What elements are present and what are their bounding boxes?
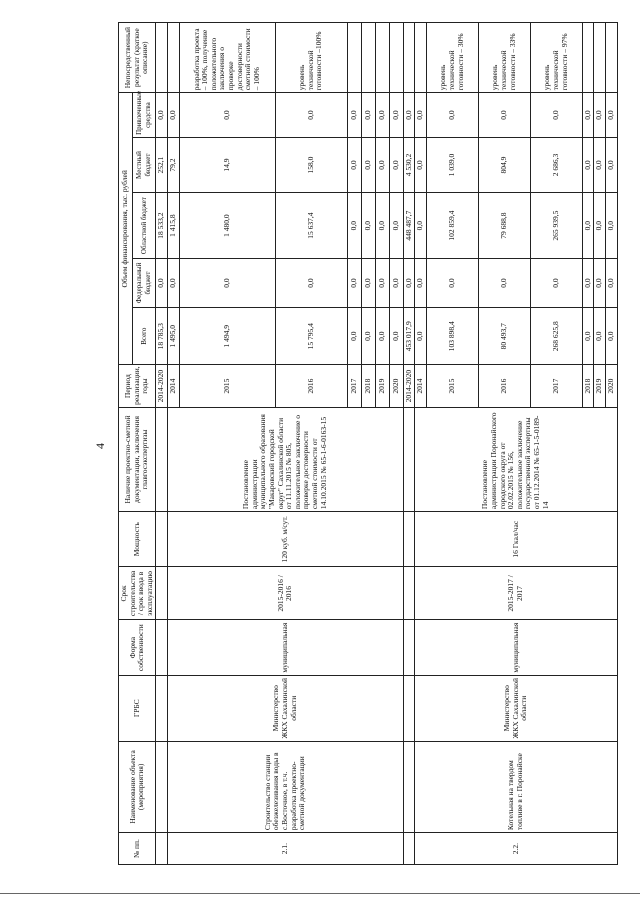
cell-regional: 1 415,8	[167, 193, 179, 259]
cell-local: 252,1	[156, 137, 168, 192]
header-local: Местный бюджет	[132, 137, 156, 192]
cell-capacity	[403, 512, 415, 567]
cell-federal: 0,0	[275, 259, 347, 308]
cell-federal: 0,0	[361, 259, 375, 308]
cell-term	[156, 567, 168, 620]
cell-total: 15 795,4	[275, 307, 347, 364]
cell-period: 2020	[389, 365, 403, 408]
cell-result: разработка проекта – 100%, получение положительного заключения о проверке достоверности сметной стоимости – 100%	[179, 23, 275, 93]
cell-local: 0,0	[582, 137, 594, 192]
cell-total: 1 494,9	[179, 307, 275, 364]
header-federal: Федеральный бюджет	[132, 259, 156, 308]
object-capacity: 16 Гкал/час	[415, 512, 617, 567]
cell-result	[582, 23, 594, 93]
cell-num	[403, 833, 415, 865]
cell-result: уровень технической готовности –100%	[275, 23, 347, 93]
cell-federal: 0,0	[530, 259, 582, 308]
cell-ownership	[403, 620, 415, 675]
cell-regional: 18 533,2	[156, 193, 168, 259]
header-total: Всего	[132, 307, 156, 364]
cell-local: 14,9	[179, 137, 275, 192]
cell-period: 2014	[167, 365, 179, 408]
table-row	[403, 23, 415, 865]
object-ownership: муниципальная	[415, 620, 617, 675]
cell-capacity	[156, 512, 168, 567]
cell-local: 2 686,3	[530, 137, 582, 192]
cell-period: 2017	[530, 365, 582, 408]
cell-name	[403, 741, 415, 832]
cell-total: 80 493,7	[478, 307, 530, 364]
cell-total: 0,0	[605, 307, 617, 364]
cell-offbudget: 0,0	[375, 93, 389, 138]
cell-offbudget: 0,0	[403, 93, 415, 138]
cell-regional: 0,0	[361, 193, 375, 259]
cell-local: 0,0	[594, 137, 606, 192]
header-offbudget: Привлеченные средства	[132, 93, 156, 138]
cell-period: 2015	[426, 365, 478, 408]
object-name: Строительство станции обезжелезивания воды в с.Восточное, в т.ч. разработка проектно-сметной документации	[167, 741, 403, 832]
cell-result: уровень технической готовности – 30%	[426, 23, 478, 93]
cell-design-docs	[403, 407, 415, 511]
cell-offbudget: 0,0	[179, 93, 275, 138]
cell-period: 2014-2020	[403, 365, 415, 408]
cell-period: 2019	[375, 365, 389, 408]
object-design-docs: Постановление администрации Поронайского городского округа от 02.02.2015 № 156, положительное заключение государственной экспертизы от 01.12.2014 № 65-1-5-0189-14	[415, 407, 617, 511]
page-number: 4	[93, 443, 107, 449]
cell-local: 0,0	[389, 137, 403, 192]
cell-federal: 0,0	[179, 259, 275, 308]
header-row	[119, 23, 133, 865]
cell-regional: 0,0	[347, 193, 361, 259]
object-term: 2015-2017 / 2017	[415, 567, 617, 620]
cell-federal: 0,0	[582, 259, 594, 308]
header-result: Непосредственный результат (краткое описание)	[119, 23, 156, 93]
cell-offbudget: 0,0	[275, 93, 347, 138]
header-term: Срок строительства / срок ввода в эксплуатацию	[119, 567, 156, 620]
cell-total: 0,0	[347, 307, 361, 364]
header-financing-group: Объем финансирования, тыс. рублей	[119, 93, 133, 365]
cell-local: 804,9	[478, 137, 530, 192]
header-ownership: Форма собственности	[119, 620, 156, 675]
cell-grbs	[156, 675, 168, 741]
cell-regional: 0,0	[415, 193, 427, 259]
header-name: Наименование объекта (мероприятия)	[119, 741, 156, 832]
cell-offbudget: 0,0	[582, 93, 594, 138]
object-grbs: Министерство ЖКХ Сахалинской области	[415, 675, 617, 741]
cell-total: 0,0	[582, 307, 594, 364]
cell-regional: 448 487,7	[403, 193, 415, 259]
cell-term	[403, 567, 415, 620]
cell-offbudget: 0,0	[347, 93, 361, 138]
rotated-sheet	[0, 5, 640, 905]
cell-regional: 102 859,4	[426, 193, 478, 259]
cell-regional: 0,0	[375, 193, 389, 259]
cell-total: 268 625,8	[530, 307, 582, 364]
cell-result	[167, 23, 179, 93]
cell-result	[403, 23, 415, 93]
object-design-docs: Постановление администрации муниципального образования "Макаровский городской округ" Сахалинской области от 11.11.2015 № 805, положительное заключение о проверке достоверности сметной стоимости от 14.10.2015 № 65-1-6-0163-15	[167, 407, 403, 511]
header-grbs: ГРБС	[119, 675, 156, 741]
scan-edge-line	[0, 893, 640, 894]
cell-federal: 0,0	[605, 259, 617, 308]
table-row	[167, 23, 179, 865]
cell-federal: 0,0	[167, 259, 179, 308]
cell-offbudget: 0,0	[361, 93, 375, 138]
cell-total: 103 898,4	[426, 307, 478, 364]
cell-offbudget: 0,0	[415, 93, 427, 138]
cell-result	[415, 23, 427, 93]
table-row	[156, 23, 168, 865]
object-grbs: Министерство ЖКХ Сахалинской области	[167, 675, 403, 741]
cell-num	[156, 833, 168, 865]
cell-federal: 0,0	[594, 259, 606, 308]
cell-total: 453 017,9	[403, 307, 415, 364]
cell-design-docs	[156, 407, 168, 511]
cell-local: 0,0	[605, 137, 617, 192]
cell-federal: 0,0	[426, 259, 478, 308]
cell-regional: 79 688,8	[478, 193, 530, 259]
cell-regional: 15 637,4	[275, 193, 347, 259]
cell-federal: 0,0	[389, 259, 403, 308]
object-term: 2015-2016 / 2016	[167, 567, 403, 620]
header-num: № пп.	[119, 833, 156, 865]
object-ownership: муниципальная	[167, 620, 403, 675]
cell-federal: 0,0	[156, 259, 168, 308]
cell-federal: 0,0	[347, 259, 361, 308]
cell-offbudget: 0,0	[426, 93, 478, 138]
cell-offbudget: 0,0	[167, 93, 179, 138]
cell-total: 0,0	[415, 307, 427, 364]
cell-total: 0,0	[375, 307, 389, 364]
cell-result	[389, 23, 403, 93]
cell-period: 2014	[415, 365, 427, 408]
cell-local: 0,0	[361, 137, 375, 192]
cell-period: 2014-2020	[156, 365, 168, 408]
cell-period: 2016	[275, 365, 347, 408]
header-regional: Областной бюджет	[132, 193, 156, 259]
cell-total: 0,0	[594, 307, 606, 364]
cell-local: 0,0	[347, 137, 361, 192]
header-period: Период реализации, годы	[119, 365, 156, 408]
cell-offbudget: 0,0	[389, 93, 403, 138]
cell-result	[605, 23, 617, 93]
object-capacity: 120 куб. м/сут.	[167, 512, 403, 567]
object-num: 2.1.	[167, 833, 403, 865]
cell-local: 0,0	[415, 137, 427, 192]
cell-local: 79,2	[167, 137, 179, 192]
cell-offbudget: 0,0	[156, 93, 168, 138]
cell-regional: 265 939,5	[530, 193, 582, 259]
cell-federal: 0,0	[403, 259, 415, 308]
cell-result	[347, 23, 361, 93]
cell-regional: 0,0	[594, 193, 606, 259]
cell-result	[361, 23, 375, 93]
cell-offbudget: 0,0	[530, 93, 582, 138]
cell-result	[156, 23, 168, 93]
cell-result	[594, 23, 606, 93]
cell-offbudget: 0,0	[478, 93, 530, 138]
cell-period: 2017	[347, 365, 361, 408]
cell-period: 2019	[594, 365, 606, 408]
cell-total: 0,0	[361, 307, 375, 364]
cell-regional: 0,0	[582, 193, 594, 259]
cell-period: 2020	[605, 365, 617, 408]
cell-period: 2018	[361, 365, 375, 408]
cell-federal: 0,0	[478, 259, 530, 308]
cell-period: 2015	[179, 365, 275, 408]
cell-total: 1 495,0	[167, 307, 179, 364]
cell-local: 0,0	[375, 137, 389, 192]
cell-result: уровень технической готовности – 33%	[478, 23, 530, 93]
cell-regional: 1 480,0	[179, 193, 275, 259]
financing-table	[118, 22, 618, 865]
cell-grbs	[403, 675, 415, 741]
cell-offbudget: 0,0	[605, 93, 617, 138]
cell-offbudget: 0,0	[594, 93, 606, 138]
header-capacity: Мощность	[119, 512, 156, 567]
cell-period: 2016	[478, 365, 530, 408]
cell-local: 4 530,2	[403, 137, 415, 192]
cell-local: 158,0	[275, 137, 347, 192]
header-design-docs: Наличие проектно-сметной документации, заключения главгосэкспертизы	[119, 407, 156, 511]
cell-regional: 0,0	[605, 193, 617, 259]
cell-ownership	[156, 620, 168, 675]
cell-local: 1 039,0	[426, 137, 478, 192]
cell-federal: 0,0	[375, 259, 389, 308]
cell-federal: 0,0	[415, 259, 427, 308]
cell-period: 2018	[582, 365, 594, 408]
cell-result	[375, 23, 389, 93]
cell-result: уровень технической готовности – 97%	[530, 23, 582, 93]
cell-name	[156, 741, 168, 832]
cell-total: 18 785,3	[156, 307, 168, 364]
cell-total: 0,0	[389, 307, 403, 364]
object-name: Котельная на твердом топливе в г. Поронайске	[415, 741, 617, 832]
object-num: 2.2.	[415, 833, 617, 865]
table-row	[415, 23, 427, 865]
cell-regional: 0,0	[389, 193, 403, 259]
